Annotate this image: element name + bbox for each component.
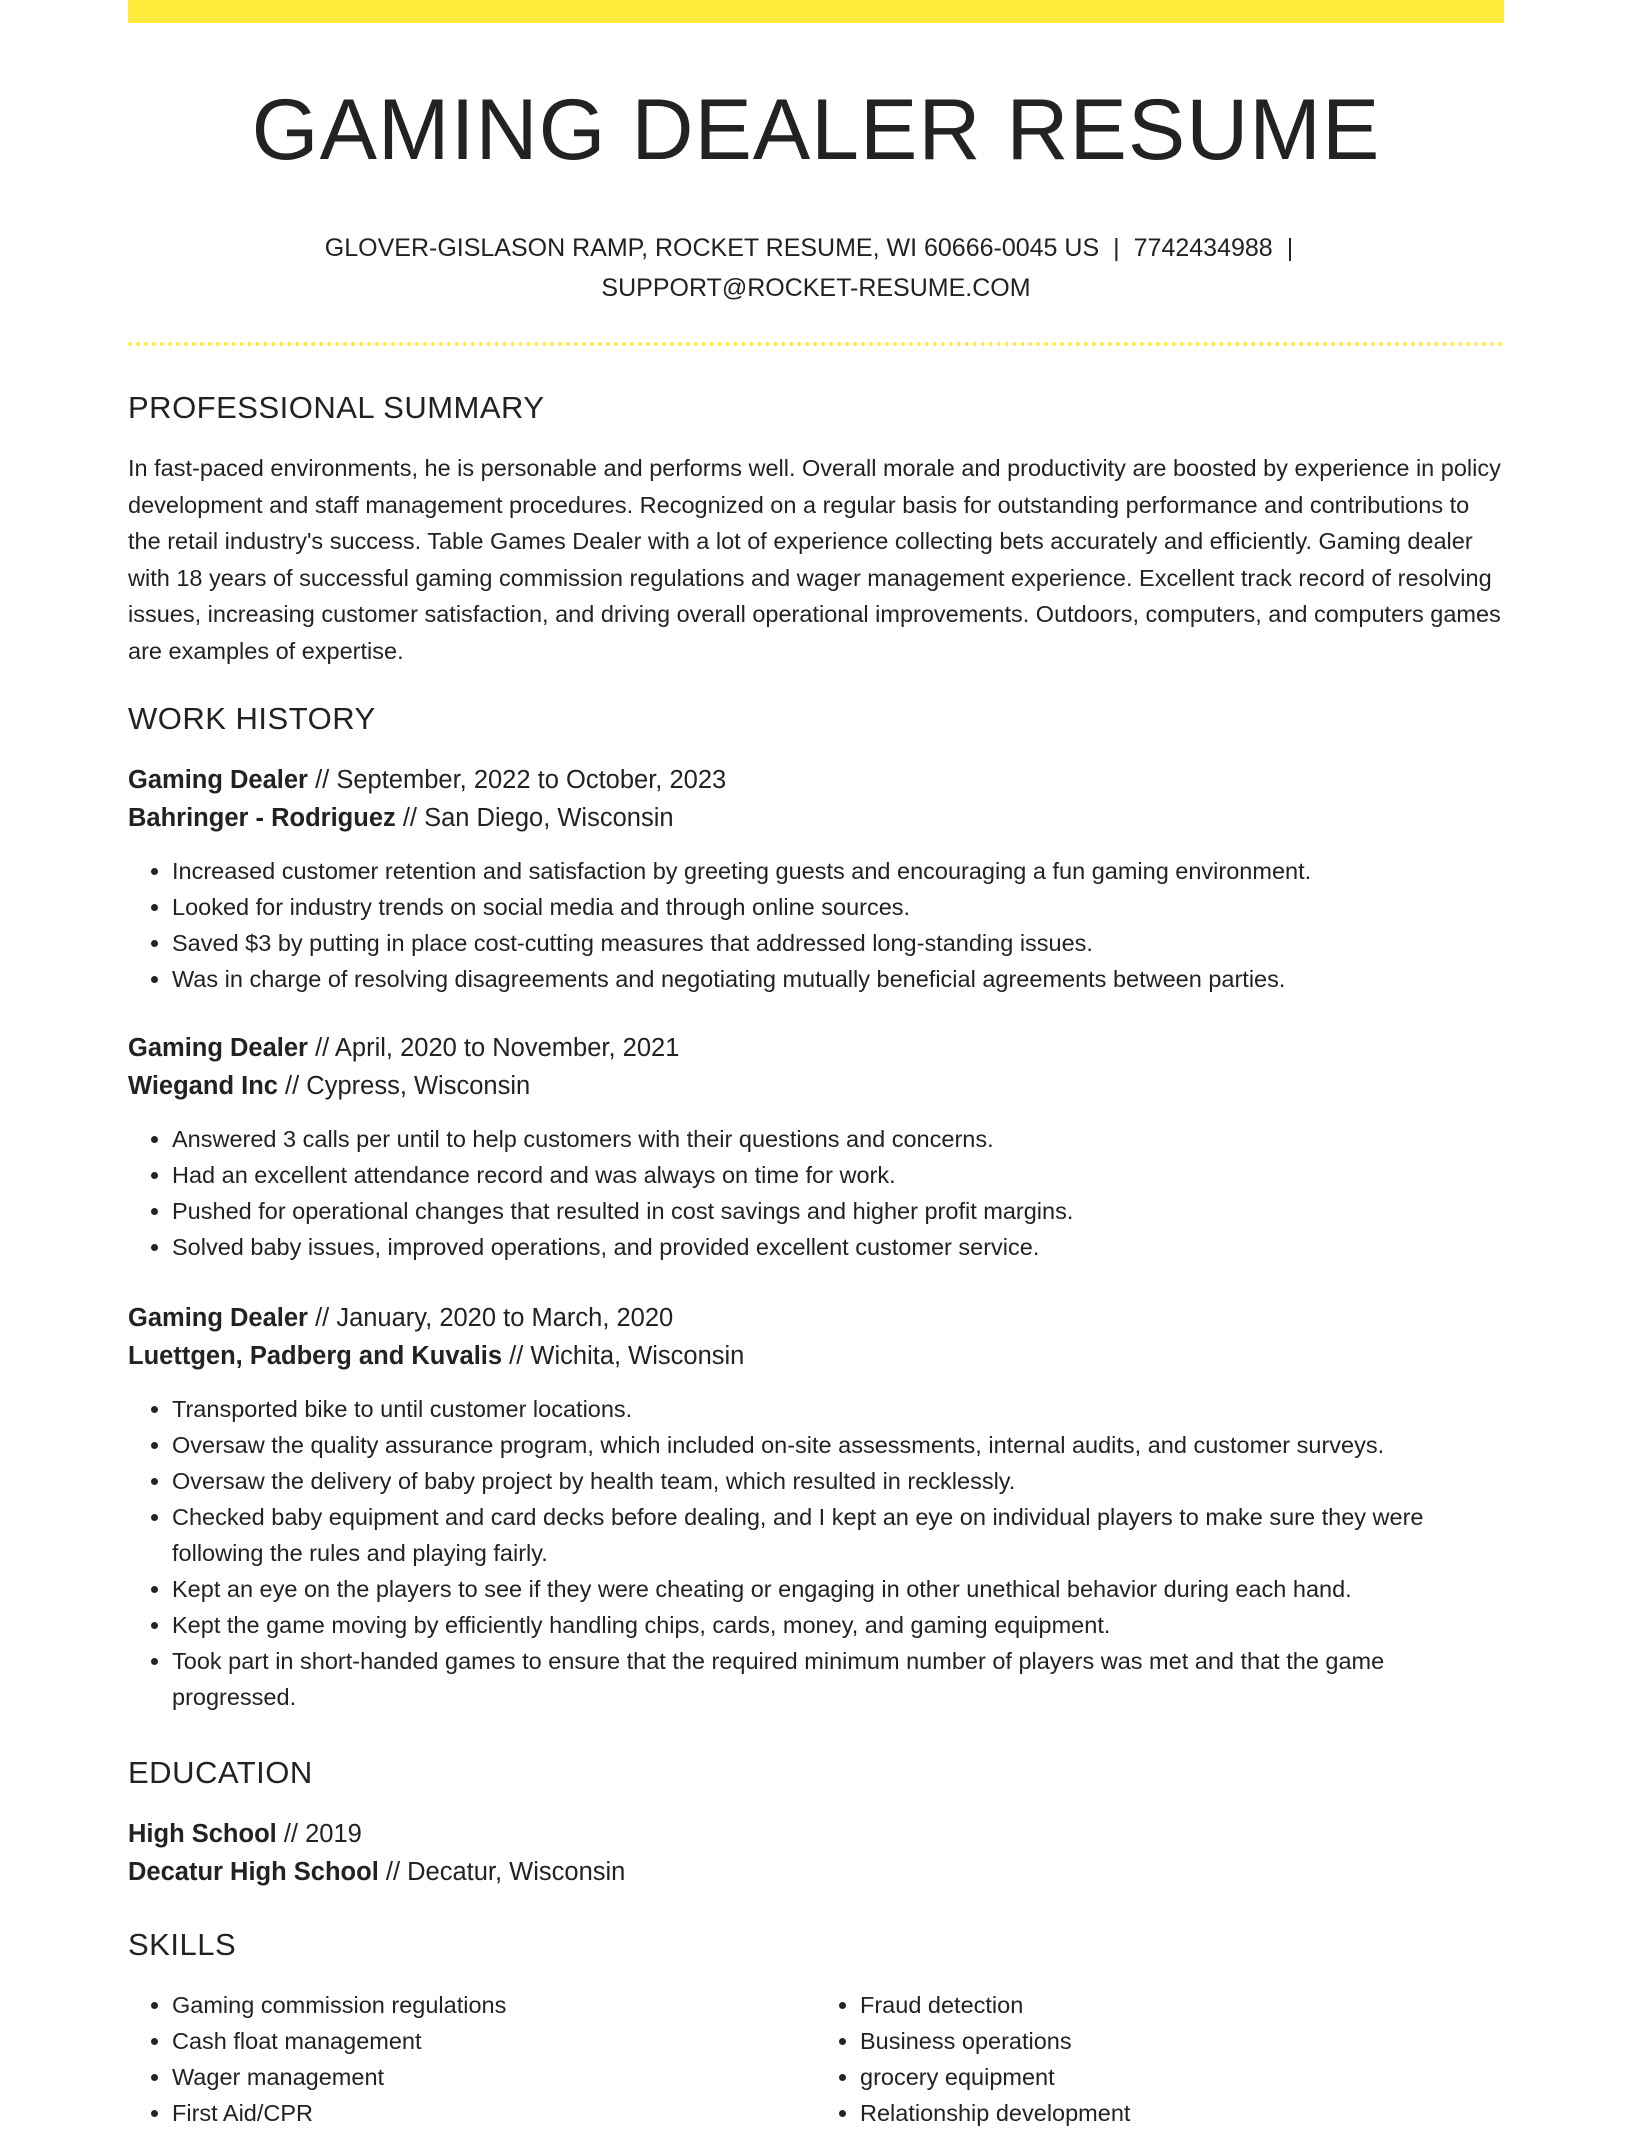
job-title: Gaming Dealer	[128, 766, 308, 794]
list-item: • Increased customer retention and satisfaction by greeting guests and encouraging a fun gaming environment.	[172, 853, 1504, 889]
education-heading: EDUCATION	[128, 1755, 313, 1790]
job-dates: // January, 2020 to March, 2020	[307, 1304, 674, 1332]
resume-title: GAMING DEALER RESUME	[251, 82, 1381, 178]
list-item: • Oversaw the delivery of baby project by health team, which resulted in recklessly.	[172, 1463, 1504, 1499]
contact-info	[128, 228, 1504, 308]
contact-separator: |	[1286, 234, 1294, 262]
job-entry	[128, 761, 1504, 997]
skill-item: • Fraud detection	[860, 1987, 1504, 2023]
job-company: Bahringer - Rodriguez	[128, 804, 396, 832]
skills-heading: SKILLS	[128, 1927, 237, 1962]
list-item: • Looked for industry trends on social media and through online sources.	[172, 889, 1504, 925]
list-item: • Was in charge of resolving disagreements and negotiating mutually beneficial agreements between parties.	[172, 961, 1504, 997]
list-item: • Checked baby equipment and card decks before dealing, and I kept an eye on individual players to make sure they were following the rules and playing fairly.	[172, 1499, 1504, 1571]
job-entry	[128, 1299, 1504, 1715]
job-location: // Wichita, Wisconsin	[502, 1342, 745, 1370]
education-year: // 2019	[276, 1820, 362, 1848]
job-company-line	[128, 799, 1504, 837]
job-bullets	[128, 1391, 1504, 1715]
skills-list-left	[128, 1987, 816, 2131]
contact-address: GLOVER-GISLASON RAMP, ROCKET RESUME, WI 60666-0045 US	[324, 234, 1100, 262]
contact-email: SUPPORT@ROCKET-RESUME.COM	[601, 274, 1031, 302]
job-location: // San Diego, Wisconsin	[395, 804, 674, 832]
work-history-heading: WORK HISTORY	[128, 701, 376, 736]
list-item: • Had an excellent attendance record and was always on time for work.	[172, 1157, 1504, 1193]
education-degree: High School	[128, 1820, 277, 1848]
job-title: Gaming Dealer	[128, 1034, 308, 1062]
job-company-line	[128, 1337, 1504, 1375]
dotted-divider	[128, 342, 1504, 346]
skill-item: • Gaming commission regulations	[172, 1987, 816, 2023]
education-school-line	[128, 1853, 1504, 1891]
list-item: • Kept the game moving by efficiently handling chips, cards, money, and gaming equipment.	[172, 1607, 1504, 1643]
list-item: • Transported bike to until customer locations.	[172, 1391, 1504, 1427]
skill-item: • First Aid/CPR	[172, 2095, 816, 2131]
summary-text: In fast-paced environments, he is personable and performs well. Overall morale and productivity are boosted by experience in policy development and staff management procedures. Recognized on a regular basis for outstanding performance and contributions to the retail industry's success. Table Games Dealer with a lot of experience collecting bets accurately and efficiently. Gaming dealer with 18 years of successful gaming commission regulations and wager management experience. Excellent track record of resolving issues, increasing customer satisfaction, and driving overall operational improvements. Outdoors, computers, and computers games are examples of expertise.	[128, 455, 1501, 664]
list-item: • Took part in short-handed games to ensure that the required minimum number of players was met and that the game progressed.	[172, 1643, 1504, 1715]
job-company: Wiegand Inc	[128, 1072, 278, 1100]
job-dates: // September, 2022 to October, 2023	[307, 766, 727, 794]
contact-phone: 7742434988	[1133, 234, 1273, 262]
contact-separator: |	[1113, 234, 1120, 262]
education-degree-line	[128, 1815, 1504, 1853]
job-company-line	[128, 1067, 1504, 1105]
job-entry	[128, 1029, 1504, 1265]
summary-heading: PROFESSIONAL SUMMARY	[128, 390, 545, 425]
skill-item: • grocery equipment	[860, 2059, 1504, 2095]
skill-item: • Business operations	[860, 2023, 1504, 2059]
job-bullets	[128, 853, 1504, 997]
skill-item: • Wager management	[172, 2059, 816, 2095]
education-location: // Decatur, Wisconsin	[378, 1858, 626, 1886]
skill-item: • Relationship development	[860, 2095, 1504, 2131]
job-title: Gaming Dealer	[128, 1304, 308, 1332]
list-item: • Solved baby issues, improved operations, and provided excellent customer service.	[172, 1229, 1504, 1265]
list-item: • Oversaw the quality assurance program, which included on-site assessments, internal audits, and customer surveys.	[172, 1427, 1504, 1463]
skills-list-right	[816, 1987, 1504, 2131]
job-title-line	[128, 761, 1504, 799]
list-item: • Pushed for operational changes that resulted in cost savings and higher profit margins.	[172, 1193, 1504, 1229]
list-item: • Saved $3 by putting in place cost-cutting measures that addressed long-standing issues.	[172, 925, 1504, 961]
job-bullets	[128, 1121, 1504, 1265]
list-item: • Kept an eye on the players to see if they were cheating or engaging in other unethical behavior during each hand.	[172, 1571, 1504, 1607]
skill-item: • Cash float management	[172, 2023, 816, 2059]
job-dates: // April, 2020 to November, 2021	[307, 1034, 680, 1062]
job-company: Luettgen, Padberg and Kuvalis	[128, 1342, 503, 1370]
job-location: // Cypress, Wisconsin	[277, 1072, 531, 1100]
education-entry	[128, 1815, 1504, 1891]
list-item: • Answered 3 calls per until to help customers with their questions and concerns.	[172, 1121, 1504, 1157]
education-school: Decatur High School	[128, 1858, 379, 1886]
skills-columns	[128, 1987, 1504, 2131]
job-title-line	[128, 1299, 1504, 1337]
job-title-line	[128, 1029, 1504, 1067]
resume-content	[128, 0, 1504, 2131]
